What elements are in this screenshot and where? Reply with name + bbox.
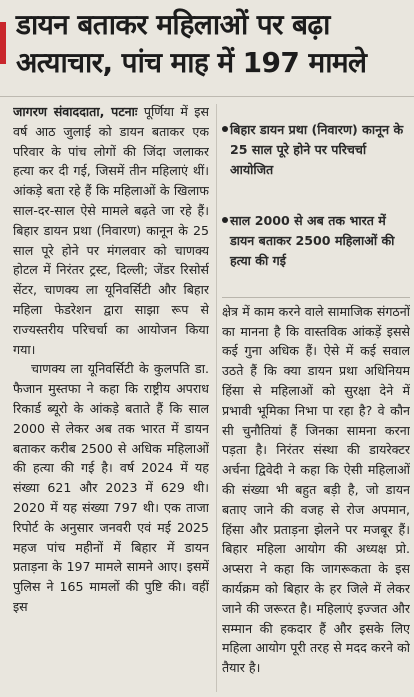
article-right-column xyxy=(222,102,410,692)
headline xyxy=(16,6,414,82)
headline-line-2: अत्याचार, पांच माह में 197 मामले xyxy=(16,46,367,79)
highlight-divider xyxy=(222,297,410,298)
highlight-box-2 xyxy=(222,211,410,270)
article-paragraph-3: क्षेत्र में काम करने वाले सामाजिक संगठनों का मानना है कि वास्तविक आंकड़ें इससे कई गुना अधिक हैं। ऐसे में कई सवाल उठते हैं कि क्या डायन प्रथा अधिनियम हिंसा से महिलाओं को सुरक्षा देने में प्रभावी भूमिका निभा पा रहा है? वे कौन सी चुनौतियां हैं जिनका सामना करना पड़ता है। निरंतर संस्था की डायरेक्टर अर्चना द्विवेदी ने कहा कि ऐसी महिलाओं की संख्या भी बहुत बड़ी है, जो डायन बताए जाने की वजह से रोज अपमान, हिंसा और प्रताड़ना झेलने पर मजबूर हैं। बिहार महिला आयोग की अध्यक्ष प्रो. अप्सरा ने कहा कि जागरूकता के इस कार्यक्रम को बिहार के हर जिले में लेकर जाने की जरूरत है। महिलाएं इज्जत और सम्मान की हकदार हैं और इसके लिए महिला आयोग पूरी तरह से मदद करने को तैयार है। xyxy=(222,303,410,676)
byline: जागरण संवाददाता, पटनाः xyxy=(13,104,138,119)
highlight-text-1: बिहार डायन प्रथा (निवारण) कानून के 25 साल पूरे होने पर परिचर्चा आयोजित xyxy=(230,122,404,177)
highlight-box-1 xyxy=(222,120,410,179)
article-right-body xyxy=(222,302,410,678)
column-divider xyxy=(216,104,217,692)
headline-line-1: डायन बताकर महिलाओं पर बढ़ा xyxy=(16,8,330,41)
headline-divider xyxy=(0,96,414,97)
article-paragraph-1-text: पूर्णिया में इस वर्ष आठ जुलाई को डायन बताकर एक परिवार के पांच लोगों की जिंदा जलाकर हत्या कर दी गई, जिसमें तीन महिलाएं थीं। आंकड़े बता रहे हैं कि महिलाओं के खिलाफ साल-दर-साल ऐसे मामले बढ़ते जा रहे हैं। बिहार डायन प्रथा (निवारण) कानून के 25 साल पूरे होने पर मंगलवार को चाणक्य होटल में निरंतर ट्रस्ट, दिल्ली; जेंडर रिसोर्स सेंटर, चाणक्य ला यूनिवर्सिटी और बिहार महिला फेडरेशन द्वारा साझा रूप से राज्यस्तरीय परिचर्चा का आयोजन किया गया। xyxy=(13,104,209,357)
bullet-icon xyxy=(222,217,228,223)
article-paragraph-1 xyxy=(13,102,209,359)
bullet-icon xyxy=(222,126,228,132)
article-left-column xyxy=(13,102,209,692)
headline-accent-bar xyxy=(0,22,6,64)
highlight-text-2: साल 2000 से अब तक भारत में डायन बताकर 2500 महिलाओं की हत्या की गई xyxy=(230,213,395,268)
article-paragraph-2: चाणक्य ला यूनिवर्सिटी के कुलपति डा. फैजान मुस्तफा ने कहा कि राष्ट्रीय अपराध रिकार्ड ब्यूरो के आंकड़े बताते हैं कि साल 2000 से लेकर अब तक भारत में डायन बताकर करीब 2500 से अधिक महिलाओं की हत्या की गई है। वर्ष 2024 में यह संख्या 621 और 2023 में 629 थी। 2020 में यह संख्या 797 थी। एक ताजा रिपोर्ट के अनुसार जनवरी एवं मई 2025 महज पांच महीनों में बिहार में डायन प्रताड़ना के 197 मामले सामने आए। इसमें पुलिस ने 165 मामलों की पुष्टि की। वहीं इस xyxy=(13,361,209,614)
